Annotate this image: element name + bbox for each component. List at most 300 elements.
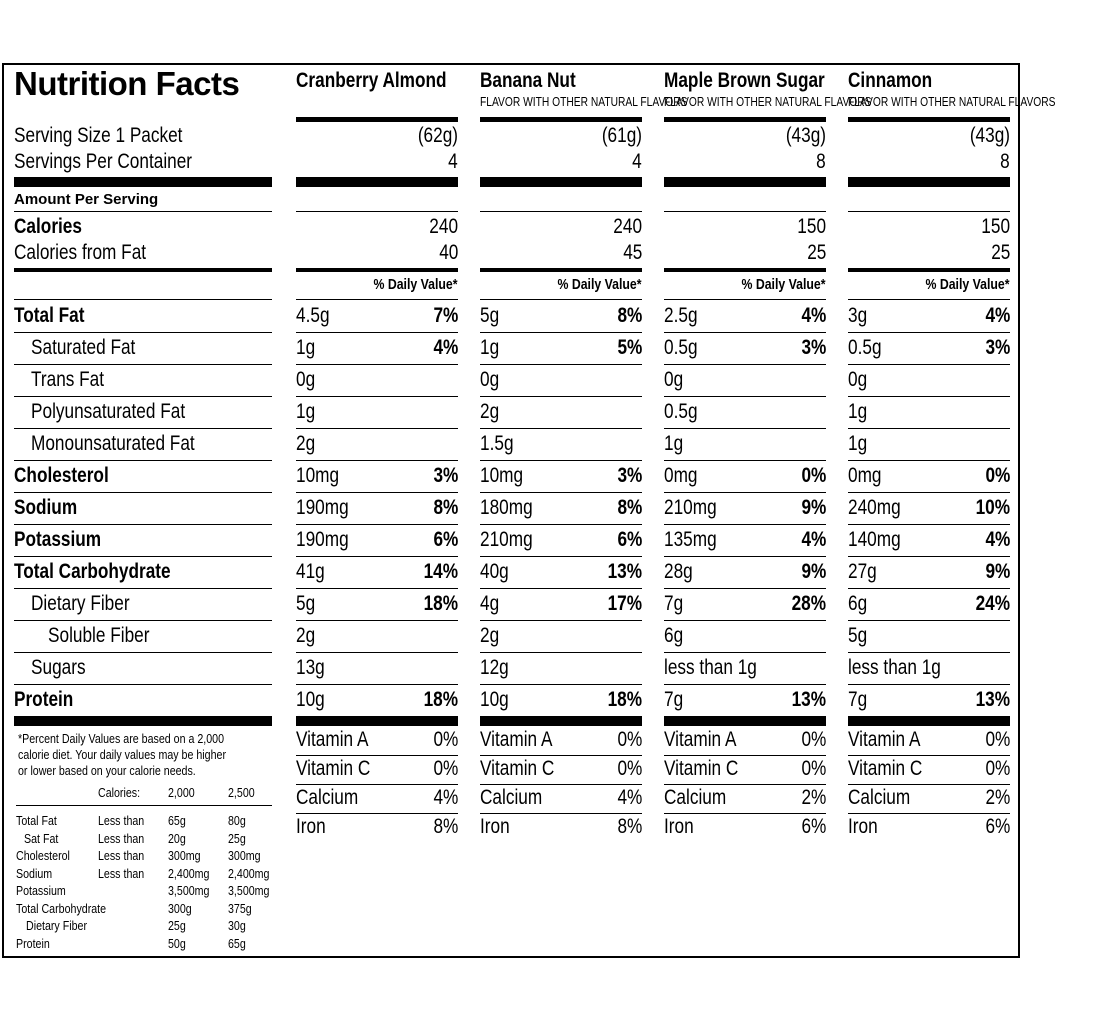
- product-0-nutrient-amount-4-text: 2g: [296, 432, 316, 455]
- product-3-name-text: Cinnamon: [848, 69, 933, 92]
- product-3-serving-size: [848, 125, 1010, 147]
- product-1-vitamin-name-2-text: Calcium: [480, 786, 543, 809]
- product-2-vitamin-value-1: [664, 758, 826, 780]
- product-2-nutrient-amount-10-text: 6g: [664, 624, 684, 647]
- calories-label: [14, 216, 272, 238]
- product-1-nutrient-dv-12-text: 18%: [607, 688, 642, 711]
- product-1-vitamin-value-3-text: 8%: [617, 815, 642, 838]
- product-0-nutrient-amount-0-text: 4.5g: [296, 304, 330, 327]
- product-2-nutrient-rule-11: [664, 684, 826, 685]
- product-3-vitamin-rule-1: [848, 784, 1010, 785]
- product-0-rule-dv: [296, 299, 458, 300]
- footnote-calories-header-0: [98, 786, 168, 800]
- product-3-dv-header-text: % Daily Value*: [925, 276, 1010, 293]
- footnote-row-0-col-0: [16, 814, 96, 828]
- product-1-nutrient-amount-8-text: 40g: [480, 560, 509, 583]
- product-2-nutrient-amount-11: [664, 657, 826, 679]
- product-1-vitamin-rule-1: [480, 784, 642, 785]
- product-3-nutrient-rule-5: [848, 492, 1010, 493]
- calories-from-fat-label-text: Calories from Fat: [14, 241, 147, 264]
- product-2-nutrient-rule-0: [664, 332, 826, 333]
- product-0-vitamin-rule-2: [296, 813, 458, 814]
- product-2-dv-header: [664, 276, 826, 294]
- product-2-rule-dv: [664, 299, 826, 300]
- footnote-row-7-col-0: [16, 937, 96, 951]
- product-0-vitamin-value-1: [296, 758, 458, 780]
- product-1-vitamin-value-0-text: 0%: [617, 728, 642, 751]
- product-0-nutrient-amount-12-text: 10g: [296, 688, 325, 711]
- rule-dv: [14, 299, 272, 300]
- product-0-nutrient-amount-6-text: 190mg: [296, 496, 349, 519]
- product-3-calories-from-fat: [848, 242, 1010, 264]
- nutrient-rule-10: [14, 652, 272, 653]
- nutrient-rule-0: [14, 332, 272, 333]
- footnote-row-4-col-2-text: 3,500mg: [168, 883, 210, 898]
- product-0-vitamin-value-0-text: 0%: [433, 728, 458, 751]
- product-3-vitamin-value-3: [848, 816, 1010, 838]
- product-2-vitamin-rule-2: [664, 813, 826, 814]
- product-0-thick-rule-bottom: [296, 716, 458, 726]
- product-2-nutrient-rule-6: [664, 524, 826, 525]
- product-2-nutrient-dv-0-text: 4%: [801, 304, 826, 327]
- product-3-nutrient-rule-6: [848, 524, 1010, 525]
- product-0-vitamin-rule-0: [296, 755, 458, 756]
- footnote-row-2-col-3-text: 300mg: [228, 848, 261, 863]
- product-1-nutrient-rule-0: [480, 332, 642, 333]
- product-2-rule-amount: [664, 211, 826, 212]
- product-2-nutrient-rule-1: [664, 364, 826, 365]
- product-0-nutrient-amount-4: [296, 433, 458, 455]
- product-1-rule-amount: [480, 211, 642, 212]
- product-3-vitamin-name-0-text: Vitamin A: [848, 728, 921, 751]
- product-1-nutrient-amount-10-text: 2g: [480, 624, 500, 647]
- footnote-row-1-col-1: [98, 832, 178, 846]
- footnote-row-2-col-0-text: Cholesterol: [16, 848, 70, 863]
- product-1-nutrient-rule-6: [480, 524, 642, 525]
- nutrient-label-12-text: Protein: [14, 688, 74, 711]
- nutrient-label-10: [48, 625, 272, 647]
- product-2-vitamin-value-2: [664, 787, 826, 809]
- product-0-vitamin-value-3-text: 8%: [433, 815, 458, 838]
- nutrient-label-4-text: Monounsaturated Fat: [31, 432, 195, 455]
- product-3-nutrient-amount-0-text: 3g: [848, 304, 868, 327]
- product-1-nutrient-amount-1-text: 1g: [480, 336, 500, 359]
- product-2-serving-size-text: (43g): [785, 124, 826, 147]
- serving-size-label: [14, 125, 272, 147]
- product-1-nutrient-amount-2-text: 0g: [480, 368, 500, 391]
- product-0-rule-name: [296, 117, 458, 122]
- product-0-nutrient-amount-5-text: 10mg: [296, 464, 340, 487]
- product-2-nutrient-amount-4-text: 1g: [664, 432, 684, 455]
- product-2-nutrient-dv-5: [664, 465, 826, 487]
- product-1-nutrient-amount-3: [480, 401, 642, 423]
- product-3-thick-rule-top: [848, 177, 1010, 187]
- footnote-row-7-col-2-text: 50g: [168, 935, 186, 951]
- product-3-nutrient-dv-12-text: 13%: [975, 688, 1010, 711]
- product-1-nutrient-amount-3-text: 2g: [480, 400, 500, 423]
- product-3-nutrient-rule-2: [848, 396, 1010, 397]
- product-0-nutrient-dv-5: [296, 465, 458, 487]
- product-2-nutrient-rule-9: [664, 620, 826, 621]
- nutrient-label-8: [14, 561, 272, 583]
- product-3-rule-amount: [848, 211, 1010, 212]
- product-1-nutrient-amount-2: [480, 369, 642, 391]
- product-1-rule-dv: [480, 299, 642, 300]
- footnote-row-2-col-0: [16, 849, 96, 863]
- product-3-nutrient-amount-9-text: 6g: [848, 592, 868, 615]
- footnote-row-0-col-3-text: 80g: [228, 813, 246, 828]
- product-2-nutrient-dv-12: [664, 689, 826, 711]
- product-0-nutrient-dv-6-text: 8%: [433, 496, 458, 519]
- product-1-nutrient-dv-1: [480, 337, 642, 359]
- product-3-vitamin-name-2-text: Calcium: [848, 786, 911, 809]
- footnote-line-1: [18, 748, 278, 762]
- product-1-rule-calories: [480, 268, 642, 272]
- product-0-vitamin-name-2-text: Calcium: [296, 786, 359, 809]
- footnote-row-5-col-0: [16, 900, 107, 916]
- nutrient-label-0-text: Total Fat: [14, 304, 85, 327]
- footnote-row-6-col-2-text: 25g: [168, 918, 186, 933]
- product-0-nutrient-amount-8-text: 41g: [296, 560, 325, 583]
- product-0-vitamin-value-2-text: 4%: [433, 786, 458, 809]
- product-2-thick-rule-top: [664, 177, 826, 187]
- product-1-nutrient-rule-1: [480, 364, 642, 365]
- product-1-subtitle: [480, 95, 688, 109]
- product-3-nutrient-dv-7-text: 4%: [985, 528, 1010, 551]
- product-0-nutrient-amount-11: [296, 657, 458, 679]
- product-3-nutrient-dv-12: [848, 689, 1010, 711]
- product-1-nutrient-amount-0-text: 5g: [480, 304, 500, 327]
- product-0-nutrient-dv-1: [296, 337, 458, 359]
- footnote-row-1-col-3-text: 25g: [228, 830, 246, 846]
- product-2-nutrient-amount-10: [664, 625, 826, 647]
- product-3-subtitle: [848, 95, 1056, 109]
- product-1-nutrient-amount-4-text: 1.5g: [480, 432, 514, 455]
- product-2-nutrient-dv-1-text: 3%: [801, 336, 826, 359]
- product-3-dv-header: [848, 276, 1010, 294]
- product-2-nutrient-amount-11-text: less than 1g: [664, 656, 757, 679]
- product-1-nutrient-dv-0-text: 8%: [617, 304, 642, 327]
- footnote-row-1-col-0: [24, 832, 104, 846]
- product-2-nutrient-rule-10: [664, 652, 826, 653]
- product-0-nutrient-rule-6: [296, 524, 458, 525]
- footnote-calories-header-0-text: Calories:: [98, 785, 141, 800]
- product-2-nutrient-dv-1: [664, 337, 826, 359]
- footnote-line-2-text: or lower based on your calorie needs.: [18, 763, 196, 778]
- product-3-nutrient-amount-12-text: 7g: [848, 688, 868, 711]
- footnote-row-3-col-0-text: Sodium: [16, 865, 53, 881]
- product-0-nutrient-amount-3-text: 1g: [296, 400, 316, 423]
- nutrient-label-10-text: Soluble Fiber: [48, 624, 150, 647]
- product-2-servings-text: 8: [816, 150, 826, 173]
- product-1-vitamin-value-2: [480, 787, 642, 809]
- product-1-thick-rule-bottom: [480, 716, 642, 726]
- product-1-dv-header: [480, 276, 642, 294]
- product-1-calories-text: 240: [613, 215, 642, 238]
- product-3-nutrient-dv-6: [848, 497, 1010, 519]
- nutrient-rule-2: [14, 396, 272, 397]
- nutrient-label-0: [14, 305, 272, 327]
- product-2-nutrient-rule-3: [664, 428, 826, 429]
- product-1-nutrient-rule-11: [480, 684, 642, 685]
- product-2-subtitle-text: FLAVOR WITH OTHER NATURAL FLAVORS: [664, 95, 872, 109]
- product-3-nutrient-rule-0: [848, 332, 1010, 333]
- product-1-nutrient-dv-8: [480, 561, 642, 583]
- product-0-nutrient-rule-7: [296, 556, 458, 557]
- product-2-serving-size: [664, 125, 826, 147]
- product-1-nutrient-dv-7-text: 6%: [617, 528, 642, 551]
- footnote-row-1-col-2-text: 20g: [168, 830, 186, 846]
- product-3-nutrient-rule-10: [848, 652, 1010, 653]
- product-2-thick-rule-bottom: [664, 716, 826, 726]
- product-2-nutrient-rule-8: [664, 588, 826, 589]
- product-1-nutrient-rule-4: [480, 460, 642, 461]
- product-2-vitamin-value-3: [664, 816, 826, 838]
- footnote-row-5-col-3-text: 375g: [228, 900, 252, 916]
- product-3-vitamin-value-3-text: 6%: [985, 815, 1010, 838]
- product-2-vitamin-value-2-text: 2%: [801, 786, 826, 809]
- product-2-calories: [664, 216, 826, 238]
- product-3-vitamin-value-0: [848, 729, 1010, 751]
- footnote-line-0-text: *Percent Daily Values are based on a 2,000: [18, 731, 225, 746]
- product-3-vitamin-value-1-text: 0%: [985, 757, 1010, 780]
- product-2-nutrient-amount-4: [664, 433, 826, 455]
- product-0-dv-header-text: % Daily Value*: [373, 276, 458, 293]
- product-3-nutrient-dv-5-text: 0%: [985, 464, 1010, 487]
- footnote-row-0-col-2-text: 65g: [168, 813, 186, 828]
- product-1-vitamin-rule-2: [480, 813, 642, 814]
- nutrient-label-2-text: Trans Fat: [31, 368, 105, 391]
- product-0-vitamin-name-1-text: Vitamin C: [296, 757, 371, 780]
- footnote-calories-header-2: [228, 786, 298, 800]
- product-3-nutrient-rule-3: [848, 428, 1010, 429]
- product-3-nutrient-amount-2: [848, 369, 1010, 391]
- product-0-nutrient-amount-2-text: 0g: [296, 368, 316, 391]
- product-2-vitamin-value-1-text: 0%: [801, 757, 826, 780]
- product-3-nutrient-amount-4: [848, 433, 1010, 455]
- product-0-nutrient-dv-8-text: 14%: [423, 560, 458, 583]
- product-3-servings: [848, 151, 1010, 173]
- nutrient-rule-6: [14, 524, 272, 525]
- product-3-calories-text: 150: [981, 215, 1010, 238]
- product-0-vitamin-value-2: [296, 787, 458, 809]
- product-0-nutrient-dv-9-text: 18%: [423, 592, 458, 615]
- product-1-nutrient-rule-5: [480, 492, 642, 493]
- footnote-row-2-col-1: [98, 849, 178, 863]
- footnote-row-3-col-1-text: Less than: [98, 865, 145, 881]
- nutrient-rule-4: [14, 460, 272, 461]
- product-0-calories: [296, 216, 458, 238]
- product-3-nutrient-dv-0-text: 4%: [985, 304, 1010, 327]
- product-1-nutrient-amount-7-text: 210mg: [480, 528, 533, 551]
- product-0-serving-size-text: (62g): [417, 124, 458, 147]
- product-1-calories: [480, 216, 642, 238]
- product-0-nutrient-rule-3: [296, 428, 458, 429]
- footnote-line-2: [18, 764, 278, 778]
- nutrient-label-5: [14, 465, 272, 487]
- product-2-nutrient-dv-8-text: 9%: [801, 560, 826, 583]
- footnote-row-3-col-1: [98, 867, 178, 881]
- footnote-row-3-col-3: [228, 867, 308, 881]
- product-1-serving-size-text: (61g): [601, 124, 642, 147]
- product-3-nutrient-amount-3: [848, 401, 1010, 423]
- product-0-nutrient-amount-10: [296, 625, 458, 647]
- product-0-nutrient-dv-7: [296, 529, 458, 551]
- product-0-vitamin-value-3: [296, 816, 458, 838]
- product-3-nutrient-rule-9: [848, 620, 1010, 621]
- product-3-vitamin-rule-2: [848, 813, 1010, 814]
- product-1-nutrient-rule-8: [480, 588, 642, 589]
- product-3-servings-text: 8: [1000, 150, 1010, 173]
- product-3-name: [848, 70, 1030, 92]
- product-1-subtitle-text: FLAVOR WITH OTHER NATURAL FLAVORS: [480, 95, 688, 109]
- product-3-rule-name: [848, 117, 1010, 122]
- product-0-vitamin-name-0-text: Vitamin A: [296, 728, 369, 751]
- product-1-vitamin-value-0: [480, 729, 642, 751]
- nutrient-label-9-text: Dietary Fiber: [31, 592, 130, 615]
- product-1-nutrient-dv-5: [480, 465, 642, 487]
- product-3-vitamin-rule-0: [848, 755, 1010, 756]
- product-0-rule-calories: [296, 268, 458, 272]
- product-3-nutrient-rule-1: [848, 364, 1010, 365]
- product-1-nutrient-dv-6: [480, 497, 642, 519]
- product-1-vitamin-value-1-text: 0%: [617, 757, 642, 780]
- product-1-nutrient-dv-1-text: 5%: [617, 336, 642, 359]
- product-0-nutrient-amount-1-text: 1g: [296, 336, 316, 359]
- nutrient-label-6: [14, 497, 272, 519]
- amount-per-serving-label: Amount Per Serving: [14, 191, 159, 208]
- product-0-vitamin-name-3-text: Iron: [296, 815, 326, 838]
- product-0-nutrient-dv-0-text: 7%: [433, 304, 458, 327]
- product-3-nutrient-dv-1-text: 3%: [985, 336, 1010, 359]
- product-0-nutrient-dv-0: [296, 305, 458, 327]
- product-3-nutrient-amount-2-text: 0g: [848, 368, 868, 391]
- product-1-vitamin-value-2-text: 4%: [617, 786, 642, 809]
- product-2-nutrient-amount-7-text: 135mg: [664, 528, 717, 551]
- product-2-nutrient-rule-4: [664, 460, 826, 461]
- product-1-nutrient-amount-9-text: 4g: [480, 592, 500, 615]
- product-1-thick-rule-top: [480, 177, 642, 187]
- product-0-nutrient-dv-5-text: 3%: [433, 464, 458, 487]
- footnote-row-4-col-0-text: Potassium: [16, 883, 66, 898]
- footnote-row-7-col-0-text: Protein: [16, 935, 50, 951]
- product-2-nutrient-amount-1-text: 0.5g: [664, 336, 698, 359]
- product-2-nutrient-rule-2: [664, 396, 826, 397]
- nutrient-rule-3: [14, 428, 272, 429]
- product-3-vitamin-value-1: [848, 758, 1010, 780]
- product-1-vitamin-value-3: [480, 816, 642, 838]
- product-1-vitamin-name-1-text: Vitamin C: [480, 757, 555, 780]
- product-3-nutrient-amount-3-text: 1g: [848, 400, 868, 423]
- footnote-line-1-text: calorie diet. Your daily values may be higher: [18, 747, 226, 762]
- footnote-row-4-col-3: [228, 884, 308, 898]
- product-2-vitamin-name-1-text: Vitamin C: [664, 757, 739, 780]
- footnote-row-6-col-0-text: Dietary Fiber: [26, 918, 88, 933]
- nutrient-label-1: [31, 337, 272, 359]
- product-2-calories-text: 150: [797, 215, 826, 238]
- product-2-nutrient-dv-9-text: 28%: [791, 592, 826, 615]
- product-1-nutrient-amount-5-text: 10mg: [480, 464, 524, 487]
- product-2-nutrient-amount-6-text: 210mg: [664, 496, 717, 519]
- product-2-dv-header-text: % Daily Value*: [741, 276, 826, 293]
- product-2-nutrient-amount-3-text: 0.5g: [664, 400, 698, 423]
- nutrient-label-9: [31, 593, 272, 615]
- product-2-nutrient-dv-9: [664, 593, 826, 615]
- product-0-name: [296, 70, 478, 92]
- product-0-vitamin-value-1-text: 0%: [433, 757, 458, 780]
- product-2-nutrient-amount-2-text: 0g: [664, 368, 684, 391]
- footnote-row-2-col-2-text: 300mg: [168, 848, 201, 863]
- product-1-name: [480, 70, 662, 92]
- product-0-servings-text: 4: [448, 150, 458, 173]
- footnote-row-0-col-1-text: Less than: [98, 813, 145, 828]
- product-0-calories-from-fat: [296, 242, 458, 264]
- product-3-nutrient-amount-8-text: 27g: [848, 560, 877, 583]
- product-2-calories-from-fat-text: 25: [806, 241, 826, 264]
- product-0-nutrient-amount-11-text: 13g: [296, 656, 325, 679]
- product-2-nutrient-dv-8: [664, 561, 826, 583]
- product-3-nutrient-amount-10: [848, 625, 1010, 647]
- product-1-nutrient-rule-9: [480, 620, 642, 621]
- rule-calories: [14, 268, 272, 272]
- nutrient-rule-7: [14, 556, 272, 557]
- product-2-nutrient-amount-3: [664, 401, 826, 423]
- nutrient-rule-5: [14, 492, 272, 493]
- product-3-vitamin-value-2-text: 2%: [985, 786, 1010, 809]
- nutrient-label-7: [14, 529, 272, 551]
- product-2-nutrient-dv-6: [664, 497, 826, 519]
- footnote-row-0-col-1: [98, 814, 178, 828]
- product-1-nutrient-amount-4: [480, 433, 642, 455]
- product-0-vitamin-value-0: [296, 729, 458, 751]
- footnote-row-6-col-3: [228, 919, 308, 933]
- footnote-row-2-col-3: [228, 849, 308, 863]
- product-3-nutrient-dv-0: [848, 305, 1010, 327]
- product-3-nutrient-amount-11-text: less than 1g: [848, 656, 941, 679]
- footnote-row-5-col-3: [228, 902, 308, 916]
- product-2-subtitle: [664, 95, 872, 109]
- product-0-nutrient-dv-8: [296, 561, 458, 583]
- product-1-serving-size: [480, 125, 642, 147]
- nutrient-rule-1: [14, 364, 272, 365]
- product-3-nutrient-dv-9-text: 24%: [975, 592, 1010, 615]
- footnote-row-2-col-1-text: Less than: [98, 848, 145, 863]
- product-2-vitamin-rule-0: [664, 755, 826, 756]
- product-0-vitamin-rule-1: [296, 784, 458, 785]
- product-3-vitamin-name-1-text: Vitamin C: [848, 757, 923, 780]
- product-0-nutrient-rule-0: [296, 332, 458, 333]
- serving-size-label-text: Serving Size 1 Packet: [14, 124, 183, 147]
- product-1-nutrient-dv-9: [480, 593, 642, 615]
- product-2-nutrient-dv-5-text: 0%: [801, 464, 826, 487]
- footnote-row-6-col-0: [26, 919, 106, 933]
- product-1-vitamin-rule-0: [480, 755, 642, 756]
- product-1-nutrient-amount-11: [480, 657, 642, 679]
- product-3-nutrient-amount-1-text: 0.5g: [848, 336, 882, 359]
- footnote-row-3-col-0: [16, 867, 96, 881]
- footnote-calories-header-2-text: 2,500: [228, 785, 255, 800]
- product-2-name: [664, 70, 846, 92]
- nutrient-label-3-text: Polyunsaturated Fat: [31, 400, 186, 423]
- product-2-vitamin-value-3-text: 6%: [801, 815, 826, 838]
- footnote-row-0-col-0-text: Total Fat: [16, 813, 57, 828]
- product-0-nutrient-amount-2: [296, 369, 458, 391]
- product-2-nutrient-rule-5: [664, 492, 826, 493]
- product-0-nutrient-rule-11: [296, 684, 458, 685]
- page-title: Nutrition Facts: [14, 65, 240, 102]
- product-1-servings-text: 4: [632, 150, 642, 173]
- footnote-rule: [16, 805, 272, 806]
